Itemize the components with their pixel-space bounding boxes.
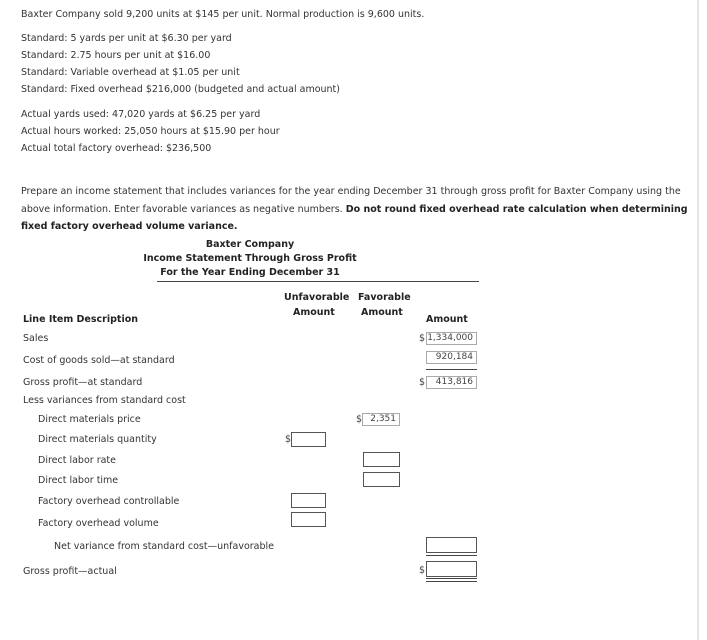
row-label-less-variances: Less variances from standard cost [23,395,186,406]
row-label-dl-rate: Direct labor rate [38,455,116,466]
foh-controllable-unfavorable-input[interactable] [291,493,326,508]
currency-sign: $ [285,434,292,445]
subtotal-rule [426,555,477,556]
dl-rate-favorable-input[interactable] [363,452,400,467]
foh-volume-unfavorable-input[interactable] [291,512,326,527]
col-favorable-amount: Amount [361,307,403,318]
col-amount: Amount [426,314,468,325]
row-label-gross-profit-standard: Gross profit—at standard [23,377,143,388]
page-right-border [697,0,699,640]
company-name: Baxter Company [205,239,295,250]
col-favorable-label: Favorable [358,292,411,303]
row-label-dm-quantity: Direct materials quantity [38,434,157,445]
gross-profit-actual-input[interactable] [426,561,477,577]
row-label-dm-price: Direct materials price [38,414,141,425]
currency-sign: $ [356,414,363,425]
col-unfavorable-amount: Amount [293,307,335,318]
row-label-foh-controllable: Factory overhead controllable [38,496,180,507]
currency-sign: $ [419,565,426,576]
dm-quantity-unfavorable-input[interactable] [291,432,326,447]
col-line-item-description: Line Item Description [23,314,138,325]
row-label-sales: Sales [23,333,49,344]
col-unfavorable-label: Unfavorable [284,292,350,303]
standard-line: Standard: Variable overhead at $1.05 per unit [21,67,240,78]
currency-sign: $ [419,377,426,388]
standard-line: Standard: Fixed overhead $216,000 (budgeted and actual amount) [21,84,340,95]
dm-price-favorable-field[interactable]: 2,351 [362,413,400,426]
statement-title: Income Statement Through Gross Profit [143,253,357,264]
subtotal-rule [426,369,477,370]
row-label-cogs: Cost of goods sold—at standard [23,355,175,366]
problem-intro: Baxter Company sold 9,200 units at $145 per unit. Normal production is 9,600 units. [21,9,425,20]
row-label-foh-volume: Factory overhead volume [38,518,159,529]
standard-line: Standard: 2.75 hours per unit at $16.00 [21,50,211,61]
dl-time-favorable-input[interactable] [363,472,400,487]
actual-line: Actual total factory overhead: $236,500 [21,143,212,154]
row-label-gross-profit-actual: Gross profit—actual [23,566,117,577]
gross-profit-standard-field[interactable]: 413,816 [426,376,477,389]
total-double-rule [426,578,477,582]
instruction-text [21,183,696,236]
statement-period: For the Year Ending December 31 [160,267,340,278]
heading-rule [157,281,479,282]
row-label-net-variance: Net variance from standard cost—unfavorable [54,541,274,552]
actual-line: Actual yards used: 47,020 yards at $6.25 per yard [21,109,261,120]
sales-amount-field[interactable]: 1,334,000 [426,332,477,345]
standard-line: Standard: 5 yards per unit at $6.30 per yard [21,33,232,44]
row-label-dl-time: Direct labor time [38,475,119,486]
actual-line: Actual hours worked: 25,050 hours at $15.90 per hour [21,126,280,137]
cogs-amount-field[interactable]: 920,184 [426,351,477,364]
net-variance-amount-input[interactable] [426,537,477,553]
currency-sign: $ [419,333,426,344]
instruction-bold: Do not round fixed overhead rate calculation when determining fixed factory overhead volume variance. [21,203,688,232]
instruction-plain: Prepare an income statement that includes variances for the year ending December 31 through gross profit for Baxter Company using the above information. Enter favorable variances as negative numbers. [21,186,681,215]
